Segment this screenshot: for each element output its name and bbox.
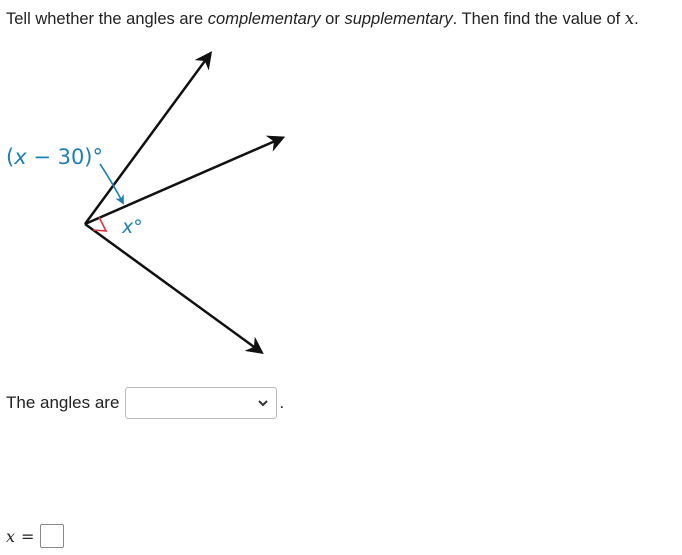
option-supplementary: supplementary — [344, 10, 453, 28]
option-complementary: complementary — [207, 10, 321, 28]
ray-upper — [85, 54, 210, 224]
question-suffix: . Then find the value of — [452, 10, 625, 28]
ray-lower — [85, 224, 261, 352]
x-value-input[interactable] — [40, 524, 64, 548]
question-prefix: Tell whether the angles are — [6, 10, 208, 28]
question-end: . — [634, 10, 639, 28]
question-joiner: or — [320, 10, 345, 28]
inner-angle-label: x° — [122, 216, 143, 238]
answer-period: . — [279, 393, 285, 412]
question-variable: x — [624, 9, 635, 28]
ray-middle — [85, 138, 282, 224]
answer-label: The angles are — [6, 393, 120, 412]
equals-sign: = — [21, 526, 35, 546]
question-text — [6, 9, 639, 29]
x-variable-label: x — [6, 526, 16, 546]
x-answer-row — [6, 522, 64, 550]
angle-figure — [0, 40, 340, 360]
answer-row — [6, 385, 284, 421]
angle-type-select[interactable] — [125, 387, 277, 419]
chevron-down-icon — [256, 396, 270, 410]
outer-angle-label: (x − 30)° — [6, 145, 104, 169]
